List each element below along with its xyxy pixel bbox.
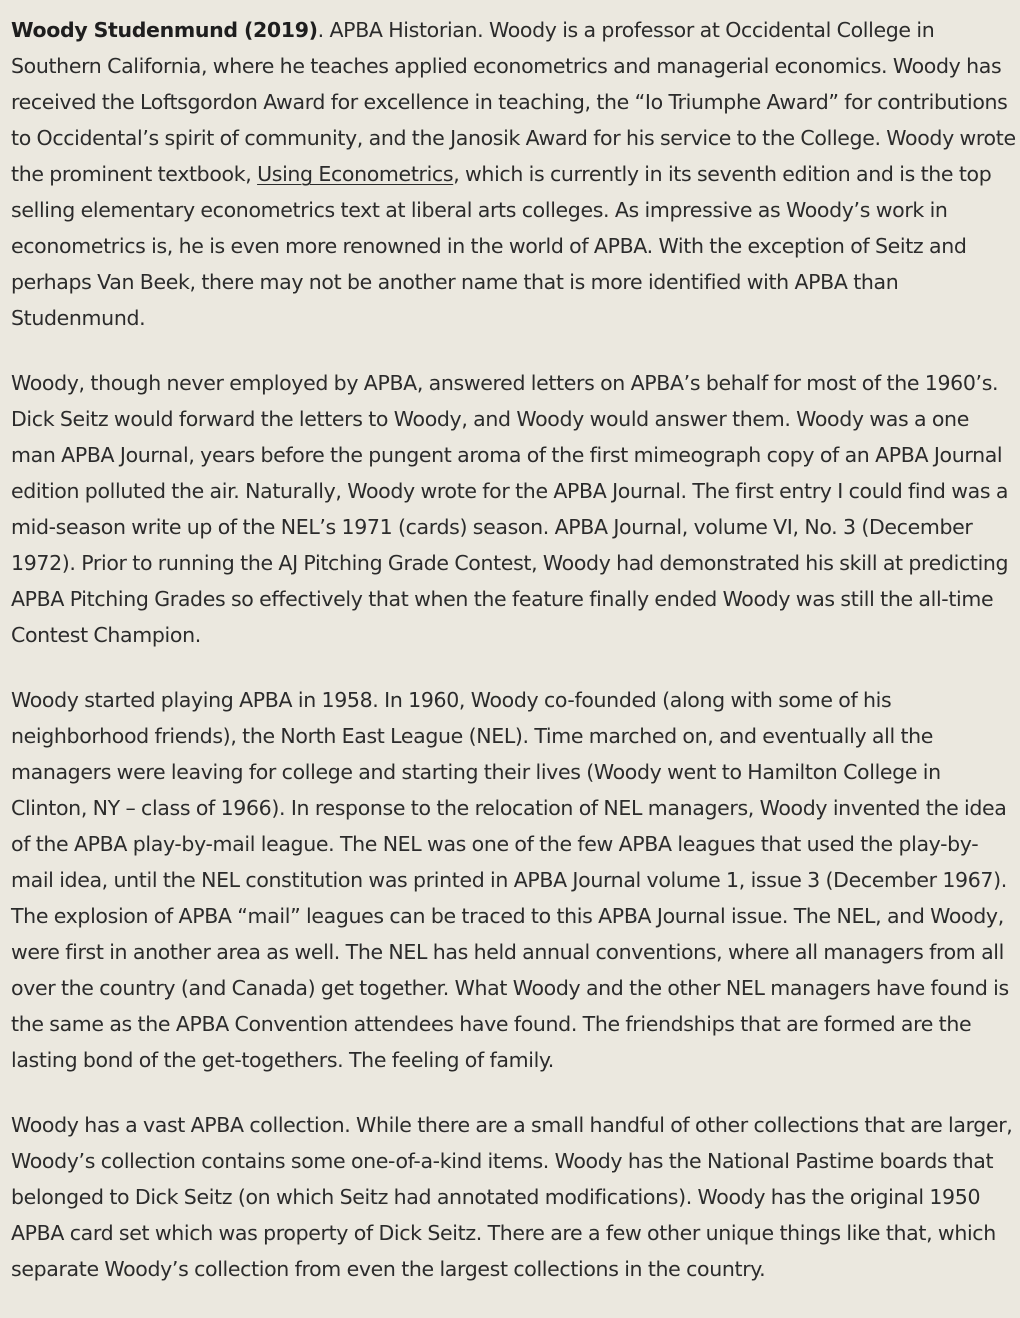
intro-text: . APBA Historian. Woody is a professor at Occidental College in Southern California, where he teaches applied econometrics and managerial economics. Woody has received the Loftsgordon Award for excellence in teaching, the “Io Triumphe Award” for contributions to Occidental’s spirit of community, and the Janosik Award for his service to the College. Woody wrote the prominent textbook, <box>11 18 1016 186</box>
intro-text-continued: , which is currently in its seventh edition and is the top selling elementary econometrics text at liberal arts colleges. As impressive as Woody’s work in econometrics is, he is even more renowned in the world of APBA. With the exception of Seitz and perhaps Van Beek, there may not be another name that is more identified with APBA than Studenmund. <box>11 162 992 330</box>
textbook-link[interactable]: Using Econometrics <box>257 162 454 186</box>
paragraph-intro <box>11 12 1016 336</box>
paragraph-letters: Woody, though never employed by APBA, answered letters on APBA’s behalf for most of the 1960’s. Dick Seitz would forward the letters to Woody, and Woody would answer them. Woody was a one man APBA Journal, years before the pungent aroma of the first mimeograph copy of an APBA Journal edition polluted the air. Naturally, Woody wrote for the APBA Journal. The first entry I could find was a mid-season write up of the NEL’s 1971 (cards) season. APBA Journal, volume VI, No. 3 (December 1972). Prior to running the AJ Pitching Grade Contest, Woody had demonstrated his skill at predicting APBA Pitching Grades so effectively that when the feature finally ended Woody was still the all-time Contest Champion. <box>11 371 1009 647</box>
paragraph-nel-league: Woody started playing APBA in 1958. In 1960, Woody co-founded (along with some of his neighborhood friends), the North East League (NEL). Time marched on, and eventually all the managers were leaving for college and starting their lives (Woody went to Hamilton College in Clinton, NY – class of 1966). In response to the relocation of NEL managers, Woody invented the idea of the APBA play-by-mail league. The NEL was one of the few APBA leagues that used the play-by-mail idea, until the NEL constitution was printed in APBA Journal volume 1, issue 3 (December 1967). The explosion of APBA “mail” leagues can be traced to this APBA Journal issue. The NEL, and Woody, were first in another area as well. The NEL has held annual conventions, where all managers from all over the country (and Canada) get together. What Woody and the other NEL managers have found is the same as the APBA Convention attendees have found. The friendships that are formed are the lasting bond of the get-togethers. The feeling of family. <box>11 688 1009 1072</box>
inductee-name: Woody Studenmund (2019) <box>11 18 318 42</box>
paragraph-collection: Woody has a vast APBA collection. While there are a small handful of other collections that are larger, Woody’s collection contains some one-of-a-kind items. Woody has the National Pastime boards that belonged to Dick Seitz (on which Seitz had annotated modifications). Woody has the original 1950 APBA card set which was property of Dick Seitz. There are a few other unique things like that, which separate Woody’s collection from even the largest collections in the country. <box>11 1113 1013 1281</box>
